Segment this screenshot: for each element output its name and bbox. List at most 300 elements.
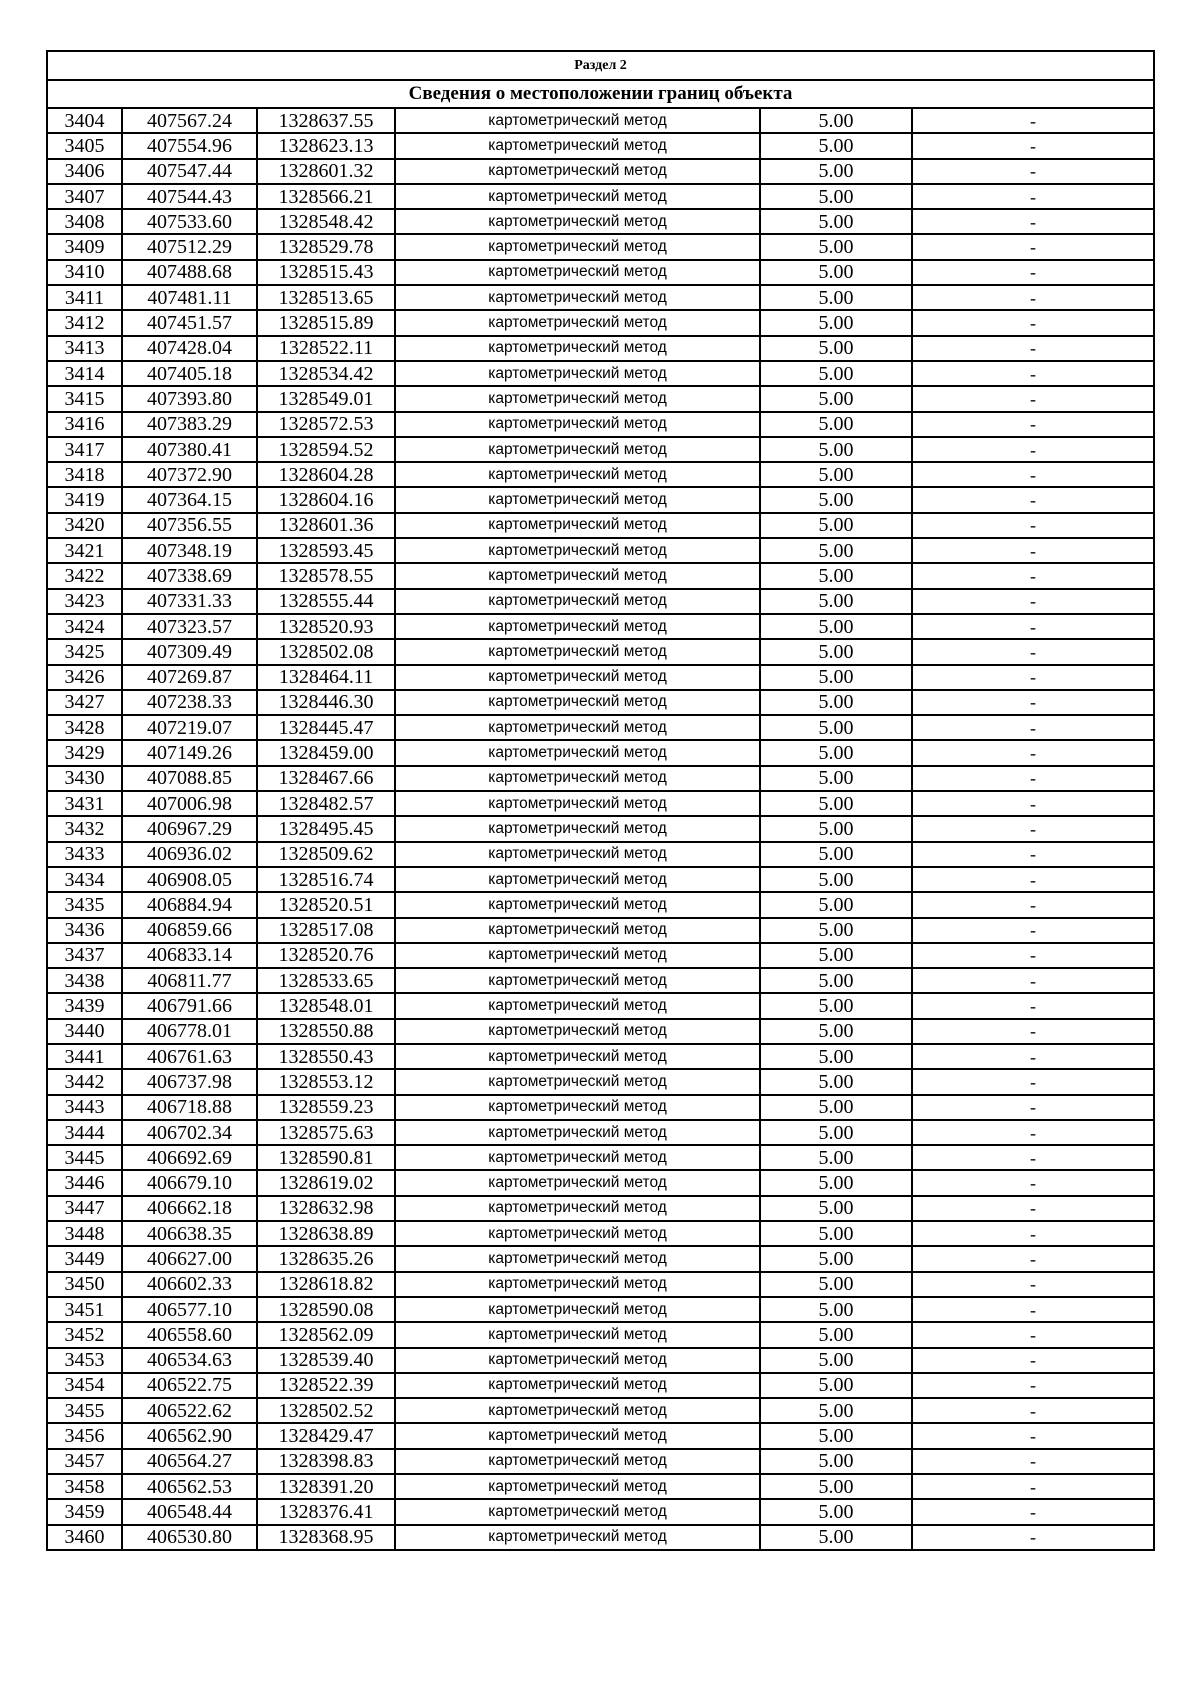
method-cell: картометрический метод: [395, 1322, 760, 1347]
note-cell: -: [912, 1145, 1154, 1170]
x-coordinate-cell: 406558.60: [122, 1322, 257, 1347]
accuracy-cell: 5.00: [760, 842, 912, 867]
y-coordinate-cell: 1328550.43: [257, 1044, 395, 1069]
accuracy-cell: 5.00: [760, 1348, 912, 1373]
point-number-cell: 3406: [47, 159, 122, 184]
x-coordinate-cell: 406562.90: [122, 1423, 257, 1448]
table-row: [47, 1044, 1154, 1069]
point-number-cell: 3446: [47, 1170, 122, 1195]
x-coordinate-cell: 406761.63: [122, 1044, 257, 1069]
point-number-cell: 3452: [47, 1322, 122, 1347]
table-row: [47, 361, 1154, 386]
y-coordinate-cell: 1328601.36: [257, 513, 395, 538]
x-coordinate-cell: 407547.44: [122, 159, 257, 184]
accuracy-cell: 5.00: [760, 690, 912, 715]
point-number-cell: 3443: [47, 1095, 122, 1120]
accuracy-cell: 5.00: [760, 1044, 912, 1069]
point-number-cell: 3460: [47, 1525, 122, 1550]
y-coordinate-cell: 1328522.11: [257, 336, 395, 361]
note-cell: -: [912, 867, 1154, 892]
method-cell: картометрический метод: [395, 310, 760, 335]
accuracy-cell: 5.00: [760, 285, 912, 310]
method-cell: картометрический метод: [395, 437, 760, 462]
accuracy-cell: 5.00: [760, 1525, 912, 1550]
y-coordinate-cell: 1328376.41: [257, 1499, 395, 1524]
note-cell: -: [912, 639, 1154, 664]
note-cell: -: [912, 943, 1154, 968]
x-coordinate-cell: 406859.66: [122, 918, 257, 943]
x-coordinate-cell: 406577.10: [122, 1297, 257, 1322]
x-coordinate-cell: 407269.87: [122, 665, 257, 690]
y-coordinate-cell: 1328534.42: [257, 361, 395, 386]
method-cell: картометрический метод: [395, 892, 760, 917]
y-coordinate-cell: 1328553.12: [257, 1069, 395, 1094]
y-coordinate-cell: 1328467.66: [257, 766, 395, 791]
note-cell: -: [912, 1525, 1154, 1550]
y-coordinate-cell: 1328522.39: [257, 1373, 395, 1398]
method-cell: картометрический метод: [395, 943, 760, 968]
accuracy-cell: 5.00: [760, 538, 912, 563]
x-coordinate-cell: 406833.14: [122, 943, 257, 968]
table-row: [47, 690, 1154, 715]
accuracy-cell: 5.00: [760, 892, 912, 917]
x-coordinate-cell: 407488.68: [122, 260, 257, 285]
accuracy-cell: 5.00: [760, 159, 912, 184]
table-row: [47, 285, 1154, 310]
y-coordinate-cell: 1328482.57: [257, 791, 395, 816]
y-coordinate-cell: 1328515.89: [257, 310, 395, 335]
table-row: [47, 184, 1154, 209]
method-cell: картометрический метод: [395, 1170, 760, 1195]
point-number-cell: 3455: [47, 1398, 122, 1423]
accuracy-cell: 5.00: [760, 1398, 912, 1423]
note-cell: -: [912, 1095, 1154, 1120]
table-row: [47, 1120, 1154, 1145]
x-coordinate-cell: 407405.18: [122, 361, 257, 386]
point-number-cell: 3407: [47, 184, 122, 209]
y-coordinate-cell: 1328548.42: [257, 209, 395, 234]
table-body: [47, 51, 1154, 1550]
table-row: [47, 1069, 1154, 1094]
x-coordinate-cell: 406522.62: [122, 1398, 257, 1423]
accuracy-cell: 5.00: [760, 361, 912, 386]
note-cell: -: [912, 791, 1154, 816]
method-cell: картометрический метод: [395, 1145, 760, 1170]
method-cell: картометрический метод: [395, 1069, 760, 1094]
accuracy-cell: 5.00: [760, 639, 912, 664]
method-cell: картометрический метод: [395, 184, 760, 209]
title-row: [47, 80, 1154, 108]
accuracy-cell: 5.00: [760, 1423, 912, 1448]
y-coordinate-cell: 1328632.98: [257, 1196, 395, 1221]
x-coordinate-cell: 406692.69: [122, 1145, 257, 1170]
y-coordinate-cell: 1328548.01: [257, 993, 395, 1018]
y-coordinate-cell: 1328555.44: [257, 589, 395, 614]
boundary-coordinates-table: [46, 50, 1155, 1551]
method-cell: картометрический метод: [395, 639, 760, 664]
method-cell: картометрический метод: [395, 563, 760, 588]
note-cell: -: [912, 209, 1154, 234]
note-cell: -: [912, 538, 1154, 563]
table-row: [47, 1196, 1154, 1221]
note-cell: -: [912, 993, 1154, 1018]
accuracy-cell: 5.00: [760, 816, 912, 841]
table-row: [47, 968, 1154, 993]
note-cell: -: [912, 892, 1154, 917]
point-number-cell: 3426: [47, 665, 122, 690]
accuracy-cell: 5.00: [760, 791, 912, 816]
point-number-cell: 3459: [47, 1499, 122, 1524]
y-coordinate-cell: 1328562.09: [257, 1322, 395, 1347]
note-cell: -: [912, 108, 1154, 133]
table-row: [47, 1297, 1154, 1322]
note-cell: -: [912, 816, 1154, 841]
note-cell: -: [912, 260, 1154, 285]
method-cell: картометрический метод: [395, 336, 760, 361]
accuracy-cell: 5.00: [760, 665, 912, 690]
table-row: [47, 1272, 1154, 1297]
method-cell: картометрический метод: [395, 690, 760, 715]
point-number-cell: 3432: [47, 816, 122, 841]
note-cell: -: [912, 1196, 1154, 1221]
table-row: [47, 260, 1154, 285]
y-coordinate-cell: 1328601.32: [257, 159, 395, 184]
table-row: [47, 487, 1154, 512]
x-coordinate-cell: 406530.80: [122, 1525, 257, 1550]
note-cell: -: [912, 1322, 1154, 1347]
y-coordinate-cell: 1328398.83: [257, 1449, 395, 1474]
point-number-cell: 3458: [47, 1474, 122, 1499]
y-coordinate-cell: 1328559.23: [257, 1095, 395, 1120]
table-row: [47, 1474, 1154, 1499]
y-coordinate-cell: 1328594.52: [257, 437, 395, 462]
table-row: [47, 1322, 1154, 1347]
y-coordinate-cell: 1328590.08: [257, 1297, 395, 1322]
y-coordinate-cell: 1328464.11: [257, 665, 395, 690]
method-cell: картометрический метод: [395, 589, 760, 614]
table-row: [47, 791, 1154, 816]
note-cell: -: [912, 310, 1154, 335]
accuracy-cell: 5.00: [760, 1449, 912, 1474]
point-number-cell: 3445: [47, 1145, 122, 1170]
y-coordinate-cell: 1328566.21: [257, 184, 395, 209]
method-cell: картометрический метод: [395, 918, 760, 943]
point-number-cell: 3414: [47, 361, 122, 386]
x-coordinate-cell: 407309.49: [122, 639, 257, 664]
accuracy-cell: 5.00: [760, 310, 912, 335]
point-number-cell: 3409: [47, 234, 122, 259]
note-cell: -: [912, 462, 1154, 487]
method-cell: картометрический метод: [395, 766, 760, 791]
note-cell: -: [912, 1044, 1154, 1069]
accuracy-cell: 5.00: [760, 1322, 912, 1347]
method-cell: картометрический метод: [395, 1398, 760, 1423]
x-coordinate-cell: 406908.05: [122, 867, 257, 892]
x-coordinate-cell: 407554.96: [122, 133, 257, 158]
method-cell: картометрический метод: [395, 513, 760, 538]
y-coordinate-cell: 1328618.82: [257, 1272, 395, 1297]
x-coordinate-cell: 406562.53: [122, 1474, 257, 1499]
accuracy-cell: 5.00: [760, 386, 912, 411]
accuracy-cell: 5.00: [760, 993, 912, 1018]
point-number-cell: 3425: [47, 639, 122, 664]
point-number-cell: 3427: [47, 690, 122, 715]
accuracy-cell: 5.00: [760, 1474, 912, 1499]
x-coordinate-cell: 407372.90: [122, 462, 257, 487]
note-cell: -: [912, 740, 1154, 765]
method-cell: картометрический метод: [395, 1019, 760, 1044]
accuracy-cell: 5.00: [760, 867, 912, 892]
point-number-cell: 3457: [47, 1449, 122, 1474]
method-cell: картометрический метод: [395, 386, 760, 411]
accuracy-cell: 5.00: [760, 1019, 912, 1044]
table-row: [47, 310, 1154, 335]
x-coordinate-cell: 407451.57: [122, 310, 257, 335]
point-number-cell: 3447: [47, 1196, 122, 1221]
table-row: [47, 1449, 1154, 1474]
table-row: [47, 867, 1154, 892]
x-coordinate-cell: 407338.69: [122, 563, 257, 588]
accuracy-cell: 5.00: [760, 766, 912, 791]
note-cell: -: [912, 690, 1154, 715]
point-number-cell: 3411: [47, 285, 122, 310]
y-coordinate-cell: 1328590.81: [257, 1145, 395, 1170]
note-cell: -: [912, 1019, 1154, 1044]
table-row: [47, 665, 1154, 690]
y-coordinate-cell: 1328635.26: [257, 1246, 395, 1271]
table-row: [47, 386, 1154, 411]
note-cell: -: [912, 918, 1154, 943]
note-cell: -: [912, 1449, 1154, 1474]
x-coordinate-cell: 406791.66: [122, 993, 257, 1018]
x-coordinate-cell: 406662.18: [122, 1196, 257, 1221]
x-coordinate-cell: 406936.02: [122, 842, 257, 867]
note-cell: -: [912, 184, 1154, 209]
note-cell: -: [912, 968, 1154, 993]
point-number-cell: 3444: [47, 1120, 122, 1145]
x-coordinate-cell: 407364.15: [122, 487, 257, 512]
table-row: [47, 1170, 1154, 1195]
accuracy-cell: 5.00: [760, 487, 912, 512]
table-row: [47, 816, 1154, 841]
method-cell: картометрический метод: [395, 867, 760, 892]
method-cell: картометрический метод: [395, 1221, 760, 1246]
table-row: [47, 538, 1154, 563]
x-coordinate-cell: 406534.63: [122, 1348, 257, 1373]
accuracy-cell: 5.00: [760, 1246, 912, 1271]
accuracy-cell: 5.00: [760, 336, 912, 361]
accuracy-cell: 5.00: [760, 1221, 912, 1246]
y-coordinate-cell: 1328509.62: [257, 842, 395, 867]
y-coordinate-cell: 1328593.45: [257, 538, 395, 563]
note-cell: -: [912, 285, 1154, 310]
method-cell: картометрический метод: [395, 993, 760, 1018]
table-row: [47, 563, 1154, 588]
method-cell: картометрический метод: [395, 791, 760, 816]
point-number-cell: 3422: [47, 563, 122, 588]
note-cell: -: [912, 665, 1154, 690]
method-cell: картометрический метод: [395, 1348, 760, 1373]
table-row: [47, 1373, 1154, 1398]
accuracy-cell: 5.00: [760, 1069, 912, 1094]
point-number-cell: 3451: [47, 1297, 122, 1322]
y-coordinate-cell: 1328572.53: [257, 412, 395, 437]
x-coordinate-cell: 407428.04: [122, 336, 257, 361]
note-cell: -: [912, 133, 1154, 158]
accuracy-cell: 5.00: [760, 1196, 912, 1221]
note-cell: -: [912, 1474, 1154, 1499]
x-coordinate-cell: 407149.26: [122, 740, 257, 765]
method-cell: картометрический метод: [395, 361, 760, 386]
x-coordinate-cell: 407348.19: [122, 538, 257, 563]
accuracy-cell: 5.00: [760, 1145, 912, 1170]
y-coordinate-cell: 1328539.40: [257, 1348, 395, 1373]
point-number-cell: 3430: [47, 766, 122, 791]
y-coordinate-cell: 1328515.43: [257, 260, 395, 285]
note-cell: -: [912, 336, 1154, 361]
accuracy-cell: 5.00: [760, 589, 912, 614]
y-coordinate-cell: 1328604.16: [257, 487, 395, 512]
method-cell: картометрический метод: [395, 487, 760, 512]
y-coordinate-cell: 1328529.78: [257, 234, 395, 259]
note-cell: -: [912, 766, 1154, 791]
x-coordinate-cell: 407567.24: [122, 108, 257, 133]
table-row: [47, 1499, 1154, 1524]
accuracy-cell: 5.00: [760, 133, 912, 158]
accuracy-cell: 5.00: [760, 462, 912, 487]
note-cell: -: [912, 487, 1154, 512]
note-cell: -: [912, 361, 1154, 386]
point-number-cell: 3421: [47, 538, 122, 563]
method-cell: картометрический метод: [395, 740, 760, 765]
point-number-cell: 3418: [47, 462, 122, 487]
point-number-cell: 3405: [47, 133, 122, 158]
method-cell: картометрический метод: [395, 412, 760, 437]
table-row: [47, 766, 1154, 791]
note-cell: -: [912, 1069, 1154, 1094]
note-cell: -: [912, 614, 1154, 639]
x-coordinate-cell: 406702.34: [122, 1120, 257, 1145]
x-coordinate-cell: 406884.94: [122, 892, 257, 917]
y-coordinate-cell: 1328638.89: [257, 1221, 395, 1246]
note-cell: -: [912, 234, 1154, 259]
y-coordinate-cell: 1328517.08: [257, 918, 395, 943]
method-cell: картометрический метод: [395, 1525, 760, 1550]
y-coordinate-cell: 1328604.28: [257, 462, 395, 487]
point-number-cell: 3435: [47, 892, 122, 917]
method-cell: картометрический метод: [395, 1246, 760, 1271]
table-row: [47, 1525, 1154, 1550]
point-number-cell: 3423: [47, 589, 122, 614]
method-cell: картометрический метод: [395, 1297, 760, 1322]
point-number-cell: 3449: [47, 1246, 122, 1271]
method-cell: картометрический метод: [395, 614, 760, 639]
table-row: [47, 639, 1154, 664]
table-row: [47, 336, 1154, 361]
y-coordinate-cell: 1328550.88: [257, 1019, 395, 1044]
method-cell: картометрический метод: [395, 715, 760, 740]
accuracy-cell: 5.00: [760, 1373, 912, 1398]
table-row: [47, 918, 1154, 943]
y-coordinate-cell: 1328516.74: [257, 867, 395, 892]
x-coordinate-cell: 406602.33: [122, 1272, 257, 1297]
x-coordinate-cell: 407544.43: [122, 184, 257, 209]
table-row: [47, 943, 1154, 968]
method-cell: картометрический метод: [395, 1373, 760, 1398]
x-coordinate-cell: 407512.29: [122, 234, 257, 259]
accuracy-cell: 5.00: [760, 234, 912, 259]
x-coordinate-cell: 407380.41: [122, 437, 257, 462]
x-coordinate-cell: 406811.77: [122, 968, 257, 993]
table-row: [47, 133, 1154, 158]
note-cell: -: [912, 1499, 1154, 1524]
x-coordinate-cell: 407383.29: [122, 412, 257, 437]
note-cell: -: [912, 437, 1154, 462]
table-row: [47, 993, 1154, 1018]
y-coordinate-cell: 1328502.08: [257, 639, 395, 664]
method-cell: картометрический метод: [395, 1449, 760, 1474]
x-coordinate-cell: 406564.27: [122, 1449, 257, 1474]
table-row: [47, 1221, 1154, 1246]
table-title: Сведения о местоположении границ объекта: [47, 80, 1154, 108]
table-row: [47, 513, 1154, 538]
method-cell: картометрический метод: [395, 285, 760, 310]
x-coordinate-cell: 406737.98: [122, 1069, 257, 1094]
method-cell: картометрический метод: [395, 816, 760, 841]
point-number-cell: 3456: [47, 1423, 122, 1448]
point-number-cell: 3437: [47, 943, 122, 968]
y-coordinate-cell: 1328391.20: [257, 1474, 395, 1499]
table-row: [47, 437, 1154, 462]
y-coordinate-cell: 1328520.76: [257, 943, 395, 968]
point-number-cell: 3453: [47, 1348, 122, 1373]
method-cell: картометрический метод: [395, 1272, 760, 1297]
accuracy-cell: 5.00: [760, 918, 912, 943]
x-coordinate-cell: 407331.33: [122, 589, 257, 614]
method-cell: картометрический метод: [395, 159, 760, 184]
x-coordinate-cell: 407356.55: [122, 513, 257, 538]
y-coordinate-cell: 1328368.95: [257, 1525, 395, 1550]
accuracy-cell: 5.00: [760, 715, 912, 740]
point-number-cell: 3454: [47, 1373, 122, 1398]
point-number-cell: 3442: [47, 1069, 122, 1094]
note-cell: -: [912, 1373, 1154, 1398]
note-cell: -: [912, 589, 1154, 614]
y-coordinate-cell: 1328578.55: [257, 563, 395, 588]
x-coordinate-cell: 406967.29: [122, 816, 257, 841]
accuracy-cell: 5.00: [760, 412, 912, 437]
table-row: [47, 614, 1154, 639]
y-coordinate-cell: 1328502.52: [257, 1398, 395, 1423]
y-coordinate-cell: 1328429.47: [257, 1423, 395, 1448]
y-coordinate-cell: 1328445.47: [257, 715, 395, 740]
note-cell: -: [912, 842, 1154, 867]
x-coordinate-cell: 406718.88: [122, 1095, 257, 1120]
point-number-cell: 3450: [47, 1272, 122, 1297]
table-row: [47, 209, 1154, 234]
accuracy-cell: 5.00: [760, 740, 912, 765]
x-coordinate-cell: 407006.98: [122, 791, 257, 816]
y-coordinate-cell: 1328637.55: [257, 108, 395, 133]
point-number-cell: 3417: [47, 437, 122, 462]
accuracy-cell: 5.00: [760, 943, 912, 968]
x-coordinate-cell: 406679.10: [122, 1170, 257, 1195]
note-cell: -: [912, 563, 1154, 588]
method-cell: картометрический метод: [395, 1499, 760, 1524]
method-cell: картометрический метод: [395, 133, 760, 158]
y-coordinate-cell: 1328533.65: [257, 968, 395, 993]
note-cell: -: [912, 715, 1154, 740]
